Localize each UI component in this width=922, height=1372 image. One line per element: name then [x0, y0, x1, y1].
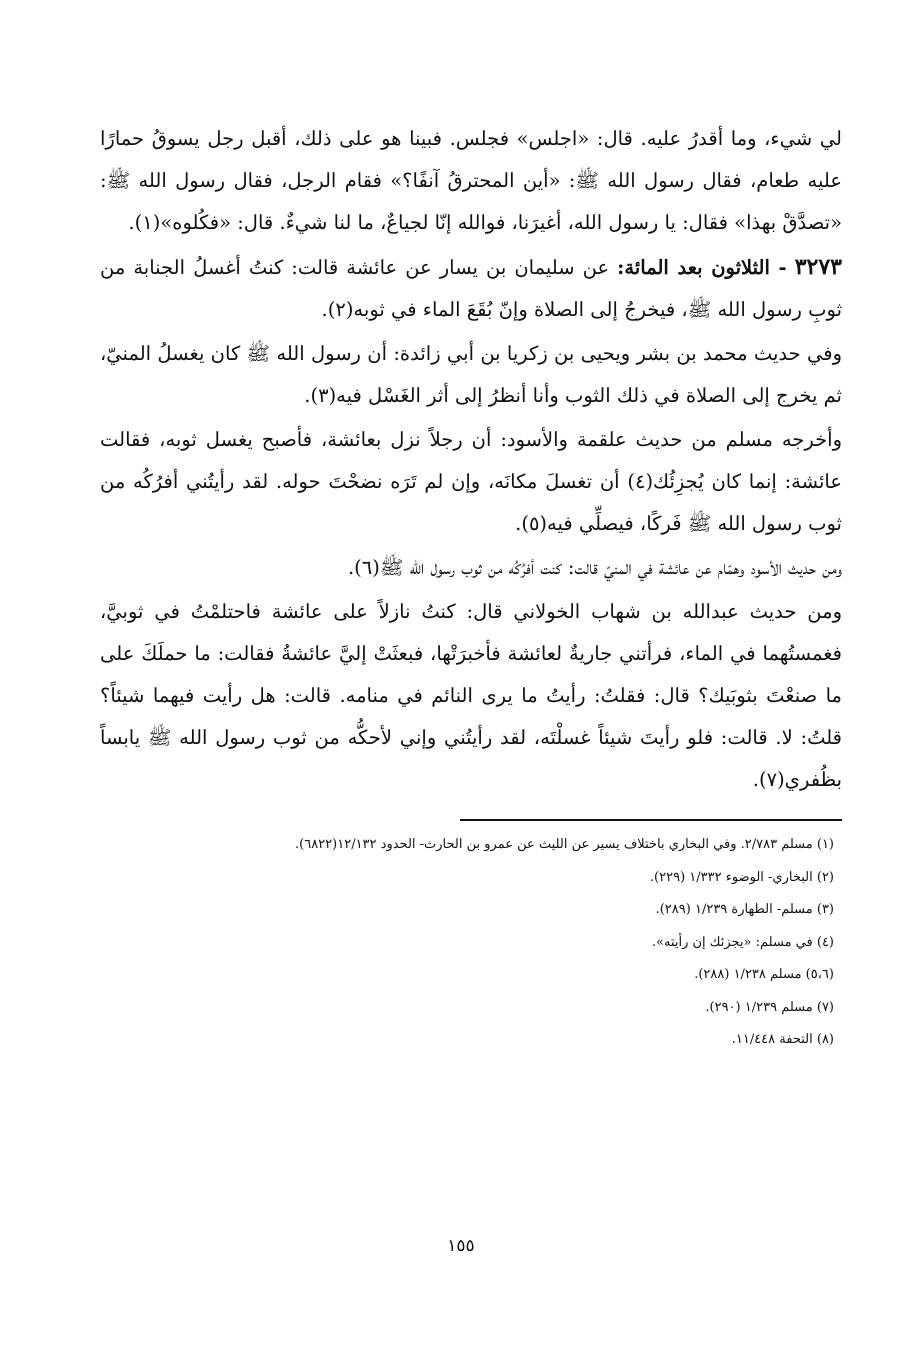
- footnote-3: (٣) مسلم- الطهارة ١/٢٣٩ (٢٨٩).: [655, 902, 834, 917]
- footnote-4: (٤) في مسلم: «يجزئك إن رأيته».: [651, 934, 834, 950]
- footnote-8: (٨) التحفة ١١/٤٤٨.: [731, 1032, 834, 1047]
- paragraph-1: لي شيء، وما أقدرُ عليه. قال: «اجلس» فجلس. فبينا هو على ذلك، أقبل رجل يسوقُ حمارًا عليه طعام، فقال رسول الله ﷺ: «أين المحترقُ آنفًا؟» فقام الرجل، فقال رسول الله ﷺ: «تصدَّقْ بهذا» فقال: يا رسول الله، أغيرَنا، فوالله إنّا لجياعٌ، ما لنا شيءٌ. قال: «فكُلوه»(١).: [100, 127, 842, 234]
- page-body: [100, 118, 842, 1057]
- footnote-1: (١) مسلم ٢/٧٨٣. وفي البخاري باختلاف يسير عن الليث عن عمرو بن الحارث- الحدود ١٢/١٣٢(٦٨٢٢).: [295, 837, 834, 852]
- hadith-3273: [100, 246, 842, 331]
- hadith-number: ٣٢٧٣: [794, 254, 842, 280]
- footnotes: [100, 829, 842, 1057]
- page-number: ١٥٥: [447, 1236, 475, 1256]
- paragraph-3: وفي حديث محمد بن بشر ويحيى بن زكريا بن أبي زائدة: أن رسول الله ﷺ كان يغسلُ المنيّ، ثم يخرج إلى الصلاة في ذلك الثوب وأنا أنظرُ إلى أثر الغَسْل فيه(٣).: [100, 342, 842, 407]
- paragraph-5: ومن حديث الأسود وهمّام عن عائشة في المنيّ قالت: كنت أفرُكُه من ثوب رسول الله ﷺ(٦).: [347, 556, 842, 579]
- footnote-2: (٢) البخاري- الوضوء ١/٣٣٢ (٢٢٩).: [649, 869, 834, 885]
- footnote-7: (٧) مسلم ١/٢٣٩ (٢٩٠).: [705, 999, 834, 1015]
- hadith-text: عن سليمان بن يسار عن عائشة قالت: كنتُ أغسلُ الجنابة من ثوبِ رسول الله ﷺ، فيخرجُ إلى الصلاة وإنّ بُقَعَ الماء في ثوبه(٢).: [100, 256, 842, 321]
- footnote-5-6: (٥،٦) مسلم ١/٢٣٨ (٢٨٨).: [694, 967, 834, 982]
- paragraph-4: وأخرجه مسلم من حديث علقمة والأسود: أن رجلاً نزل بعائشة، فأصبح يغسل ثوبه، فقالت عائشة: إنما كان يُجزِئُك(٤) أن تغسلَ مكانَه، وإن لم تَرَه نضحْتَ حوله. لقد رأيتُني أفرُكُه من ثوب رسول الله ﷺ فَركًا، فيصلِّي فيه(٥).: [100, 428, 842, 535]
- footnote-separator: [460, 819, 842, 821]
- paragraph-6: ومن حديث عبدالله بن شهاب الخولاني قال: كنتُ نازلاً على عائشة فاحتلمْتُ في ثوبيَّ، فغمستُهما في الماء، فرأتني جاريةٌ لعائشة فأخبرَتْها، فبعثَتْ إليَّ عائشةُ فقالت: ما حملَكَ على ما صنعْتَ بثوبَيك؟ قال: فقلتُ: رأيتُ ما يرى النائم في منامه. قالت: هل رأيت فيهما شيئاً؟ قلتُ: لا. قالت: فلو رأيتَ شيئاً غسلْتَه، لقد رأيتُني وإني لأحكُّه من ثوب رسول الله ﷺ يابساً بظُفري(٧).: [100, 600, 842, 791]
- hadith-label: - الثلاثون بعد المائة:: [617, 256, 787, 279]
